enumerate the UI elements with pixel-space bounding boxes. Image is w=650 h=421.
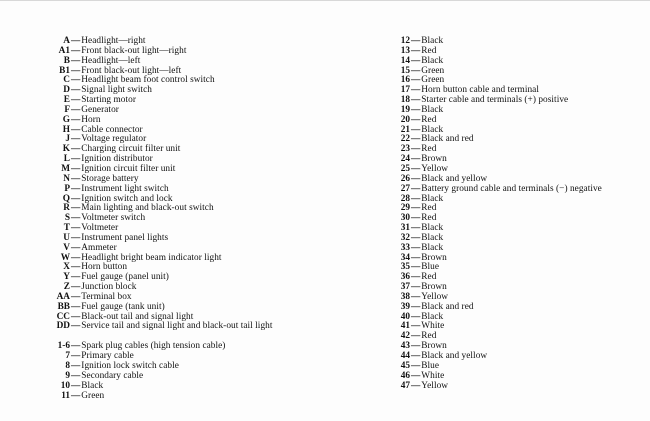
legend-description: Horn button — [81, 262, 128, 273]
legend-separator: — — [71, 223, 81, 234]
legend-description: Green — [421, 75, 445, 86]
legend-key: 44 — [400, 351, 410, 361]
legend-key: 24 — [400, 154, 410, 165]
legend-key: T — [63, 223, 70, 234]
legend-description: Voltmeter switch — [81, 213, 146, 224]
legend-separator: — — [411, 95, 421, 106]
legend-separator: — — [411, 134, 421, 145]
legend-separator: — — [71, 370, 81, 381]
legend-right-item — [388, 293, 602, 303]
legend-key: 23 — [400, 144, 410, 155]
legend-separator: — — [71, 252, 81, 263]
legend-separator: — — [411, 75, 421, 86]
legend-key: U — [63, 232, 70, 243]
legend-separator: — — [411, 331, 421, 342]
legend-key: H — [62, 124, 70, 135]
legend-description: Horn button cable and terminal — [421, 85, 539, 96]
legend-key: Q — [62, 193, 70, 204]
legend-left-item — [26, 273, 272, 283]
legend-description: Junction block — [81, 282, 137, 293]
legend-description: Storage battery — [81, 173, 139, 184]
legend-description: Black — [421, 104, 444, 115]
legend-description: Ignition lock switch cable — [81, 361, 179, 371]
legend-key: 21 — [400, 124, 410, 135]
legend-description: Ammeter — [81, 242, 117, 253]
legend-separator: — — [411, 213, 421, 224]
legend-separator: — — [411, 360, 421, 371]
legend-separator: — — [71, 272, 81, 283]
legend-separator: — — [71, 95, 81, 106]
legend-separator: — — [411, 124, 421, 135]
legend-column-left — [26, 37, 272, 401]
legend-description: Black — [421, 242, 444, 253]
legend-right-item — [388, 47, 602, 57]
legend-key: Z — [63, 282, 70, 293]
legend-separator: — — [71, 163, 81, 174]
legend-description: Red — [421, 45, 437, 56]
legend-column-right — [388, 37, 602, 391]
legend-key: A — [63, 36, 70, 46]
legend-right-item — [388, 332, 602, 342]
legend-separator: — — [411, 341, 421, 352]
legend-description: White — [421, 321, 445, 332]
legend-key: 43 — [400, 341, 410, 352]
legend-key: CC — [56, 311, 70, 322]
legend-key: 39 — [400, 301, 410, 312]
legend-separator: — — [411, 104, 421, 115]
legend-right-item — [388, 116, 602, 126]
legend-key: 20 — [400, 114, 410, 125]
legend-description: Starting motor — [81, 95, 136, 106]
legend-right-item — [388, 313, 602, 323]
legend-key: B1 — [59, 65, 70, 76]
legend-description: Signal light switch — [81, 85, 152, 96]
legend-left-item — [26, 86, 272, 96]
legend-description: Brown — [421, 341, 447, 352]
legend-description: Black — [81, 380, 104, 391]
legend-key: R — [63, 203, 70, 214]
legend-separator: — — [411, 55, 421, 66]
legend-left-number-item — [26, 392, 272, 402]
legend-right-item — [388, 254, 602, 264]
legend-key: J — [65, 134, 70, 145]
legend-description: Black and yellow — [421, 173, 488, 184]
legend-key: M — [61, 163, 70, 174]
legend-description: Blue — [421, 262, 440, 273]
legend-separator: — — [71, 114, 81, 125]
legend-description: Ignition circuit filter unit — [81, 163, 176, 174]
legend-key: 25 — [400, 163, 410, 174]
legend-separator: — — [411, 301, 421, 312]
legend-key: 13 — [400, 45, 410, 56]
legend-separator: — — [71, 183, 81, 194]
legend-key: 18 — [400, 95, 410, 106]
legend-description: Headlight beam foot control switch — [81, 75, 215, 86]
legend-key: A1 — [58, 45, 70, 56]
legend-key: 36 — [400, 272, 410, 283]
legend-separator: — — [71, 75, 81, 86]
legend-separator: — — [71, 85, 81, 96]
legend-description: Battery ground cable and terminals (−) negative — [421, 183, 602, 194]
legend-description: Headlight—left — [81, 55, 141, 66]
legend-key: 16 — [400, 75, 410, 86]
legend-description: Black — [421, 193, 444, 204]
legend-key: 33 — [400, 242, 410, 253]
legend-key: 29 — [400, 203, 410, 214]
legend-separator: — — [411, 242, 421, 253]
legend-right-item — [388, 195, 602, 205]
legend-right-item — [388, 234, 602, 244]
legend-separator: — — [411, 370, 421, 381]
legend-right-item — [388, 67, 602, 77]
legend-separator: — — [71, 124, 81, 135]
legend-key: P — [64, 183, 70, 194]
legend-key: 41 — [400, 321, 410, 332]
legend-key: 32 — [400, 232, 410, 243]
legend-key: 38 — [400, 291, 410, 302]
legend-description: Cable connector — [81, 124, 143, 135]
legend-key: 42 — [400, 331, 410, 342]
legend-description: Service tail and signal light and black-out tail light — [81, 321, 273, 332]
legend-key: G — [62, 114, 70, 125]
legend-right-item — [388, 126, 602, 136]
legend-key: BB — [57, 301, 70, 312]
legend-description: Front black-out light—right — [81, 45, 187, 56]
legend-key: 26 — [400, 173, 410, 184]
legend-separator: — — [71, 154, 81, 165]
legend-description: Red — [421, 272, 437, 283]
legend-right-item — [388, 165, 602, 175]
legend-separator: — — [71, 134, 81, 145]
legend-description: Black — [421, 232, 444, 243]
legend-separator: — — [411, 321, 421, 332]
legend-key: 31 — [400, 223, 410, 234]
legend-description: Brown — [421, 252, 447, 263]
legend-separator: — — [411, 144, 421, 155]
legend-key: 37 — [400, 282, 410, 293]
legend-key: 17 — [400, 85, 410, 96]
legend-separator: — — [411, 262, 421, 273]
legend-right-item — [388, 322, 602, 332]
legend-right-item — [388, 224, 602, 234]
legend-right-item — [388, 185, 602, 195]
legend-right-item — [388, 342, 602, 352]
legend-key: 19 — [400, 104, 410, 115]
legend-separator: — — [411, 380, 421, 391]
legend-right-item — [388, 204, 602, 214]
legend-separator: — — [411, 114, 421, 125]
legend-separator: — — [71, 45, 81, 56]
legend-right-item — [388, 273, 602, 283]
legend-key: 34 — [400, 252, 410, 263]
legend-right-item — [388, 155, 602, 165]
legend-key: D — [63, 85, 70, 96]
legend-left-item — [26, 204, 272, 214]
legend-separator: — — [411, 154, 421, 165]
legend-separator: — — [71, 144, 81, 155]
legend-description: Red — [421, 331, 437, 342]
legend-key: F — [64, 104, 70, 115]
legend-separator: — — [411, 351, 421, 361]
legend-description: Headlight—right — [81, 36, 146, 46]
legend-description: Red — [421, 203, 437, 214]
legend-right-item — [388, 244, 602, 254]
legend-right-item — [388, 37, 602, 47]
legend-separator: — — [411, 183, 421, 194]
legend-description: Black — [421, 36, 444, 46]
legend-description: Ignition switch and lock — [81, 193, 173, 204]
legend-separator: — — [411, 282, 421, 293]
legend-key: V — [63, 242, 70, 253]
legend-description: Yellow — [421, 380, 449, 391]
legend-separator: — — [71, 104, 81, 115]
legend-right-item — [388, 145, 602, 155]
legend-left-item — [26, 96, 272, 106]
legend-separator: — — [411, 45, 421, 56]
legend-key: X — [63, 262, 70, 273]
legend-separator: — — [71, 213, 81, 224]
legend-separator: — — [71, 321, 81, 332]
legend-key: 15 — [400, 65, 410, 76]
legend-key: N — [63, 173, 70, 184]
legend-description: Horn — [81, 114, 101, 125]
legend-description: Black-out tail and signal light — [81, 311, 194, 322]
legend-separator: — — [411, 85, 421, 96]
legend-description: Generator — [81, 104, 119, 115]
legend-description: Front black-out light—left — [81, 65, 182, 76]
legend-key: 22 — [400, 134, 410, 145]
legend-description: White — [421, 370, 445, 381]
legend-right-item — [388, 303, 602, 313]
legend-description: Black and red — [421, 301, 474, 312]
legend-separator: — — [71, 262, 81, 273]
legend-separator: — — [71, 291, 81, 302]
legend-key: K — [62, 144, 70, 155]
legend-description: Red — [421, 114, 437, 125]
legend-description: Starter cable and terminals (+) positive — [421, 95, 569, 106]
legend-separator: — — [411, 193, 421, 204]
legend-key: 45 — [400, 360, 410, 371]
legend-key: 28 — [400, 193, 410, 204]
legend-right-item — [388, 57, 602, 67]
legend-separator: — — [71, 232, 81, 243]
legend-separator: — — [411, 173, 421, 184]
legend-key: L — [63, 154, 70, 165]
legend-separator: — — [411, 272, 421, 283]
legend-separator: — — [71, 301, 81, 312]
legend-separator: — — [411, 163, 421, 174]
legend-key: 9 — [65, 370, 70, 381]
legend-separator: — — [71, 193, 81, 204]
legend-separator: — — [71, 380, 81, 391]
legend-key: AA — [56, 291, 70, 302]
legend-left-item — [26, 126, 272, 136]
legend-description: Headlight bright beam indicator light — [81, 252, 222, 263]
legend-left-number-item — [26, 342, 272, 352]
legend-right-item — [388, 372, 602, 382]
legend-description: Fuel gauge (panel unit) — [81, 272, 169, 283]
legend-separator: — — [411, 223, 421, 234]
legend-right-item — [388, 106, 602, 116]
legend-separator: — — [411, 36, 421, 46]
legend-separator: — — [71, 55, 81, 66]
legend-description: Brown — [421, 154, 447, 165]
legend-separator: — — [71, 36, 81, 46]
legend-description: Voltage regulator — [81, 134, 147, 145]
legend-key: 40 — [400, 311, 410, 322]
legend-description: Yellow — [421, 163, 449, 174]
legend-left-number-item — [26, 362, 272, 372]
legend-right-item — [388, 96, 602, 106]
legend-key: S — [64, 213, 70, 224]
legend-description: Spark plug cables (high tension cable) — [81, 341, 226, 352]
legend-separator: — — [411, 232, 421, 243]
legend-description: Fuel gauge (tank unit) — [81, 301, 165, 312]
legend-description: Black — [421, 311, 444, 322]
legend-key: W — [60, 252, 70, 263]
legend-description: Primary cable — [81, 351, 134, 362]
legend-key: 7 — [65, 351, 70, 362]
legend-description: Red — [421, 144, 437, 155]
legend-separator: — — [71, 351, 81, 362]
legend-separator: — — [71, 341, 81, 352]
legend-description: Black — [421, 223, 444, 234]
legend-description: Green — [421, 65, 445, 76]
legend-separator: — — [411, 252, 421, 263]
legend-key: 27 — [400, 183, 410, 194]
legend-key: 30 — [400, 213, 410, 224]
legend-key: 1-6 — [57, 341, 70, 352]
legend-separator: — — [411, 65, 421, 76]
legend-description: Voltmeter — [81, 223, 119, 234]
legend-separator: — — [71, 282, 81, 293]
legend-description: Instrument panel lights — [81, 232, 169, 243]
legend-right-item — [388, 362, 602, 372]
legend-description: Secondary cable — [81, 370, 144, 381]
legend-description: Yellow — [421, 291, 449, 302]
legend-separator: — — [71, 203, 81, 214]
legend-separator: — — [71, 390, 81, 401]
legend-separator: — — [411, 311, 421, 322]
legend-right-item — [388, 214, 602, 224]
legend-right-item — [388, 283, 602, 293]
legend-description: Main lighting and black-out switch — [81, 203, 214, 214]
legend-description: Brown — [421, 282, 447, 293]
legend-description: Instrument light switch — [81, 183, 169, 194]
legend-right-item — [388, 135, 602, 145]
legend-key: 35 — [400, 262, 410, 273]
legend-key: Y — [63, 272, 70, 283]
legend-key: 8 — [65, 361, 70, 371]
legend-right-item — [388, 382, 602, 392]
legend-right-item — [388, 263, 602, 273]
legend-separator: — — [71, 361, 81, 371]
legend-separator: — — [71, 311, 81, 322]
legend-key: 10 — [60, 380, 70, 391]
legend-separator: — — [71, 65, 81, 76]
legend-description: Ignition distributor — [81, 154, 153, 165]
legend-right-item — [388, 352, 602, 362]
legend-key: 11 — [61, 390, 70, 401]
legend-key: 14 — [400, 55, 410, 66]
legend-description: Charging circuit filter unit — [81, 144, 181, 155]
legend-key: B — [63, 55, 70, 66]
legend-key: C — [63, 75, 70, 86]
legend-key: DD — [56, 321, 70, 332]
legend-left-item — [26, 214, 272, 224]
legend-description: Black and yellow — [421, 351, 488, 361]
legend-left-item — [26, 47, 272, 57]
legend-separator: — — [71, 173, 81, 184]
legend-description: Black — [421, 124, 444, 135]
legend-description: Terminal box — [81, 291, 132, 302]
legend-key: E — [63, 95, 70, 106]
legend-separator: — — [71, 242, 81, 253]
legend-left-item — [26, 322, 272, 332]
legend-description: Green — [81, 390, 105, 401]
legend-description: Red — [421, 213, 437, 224]
legend-key: 46 — [400, 370, 410, 381]
legend-description: Black and red — [421, 134, 474, 145]
legend-key: 47 — [400, 380, 410, 391]
legend-key: 12 — [400, 36, 410, 46]
legend-separator: — — [411, 203, 421, 214]
legend-description: Blue — [421, 360, 440, 371]
legend-separator: — — [411, 291, 421, 302]
legend-description: Black — [421, 55, 444, 66]
